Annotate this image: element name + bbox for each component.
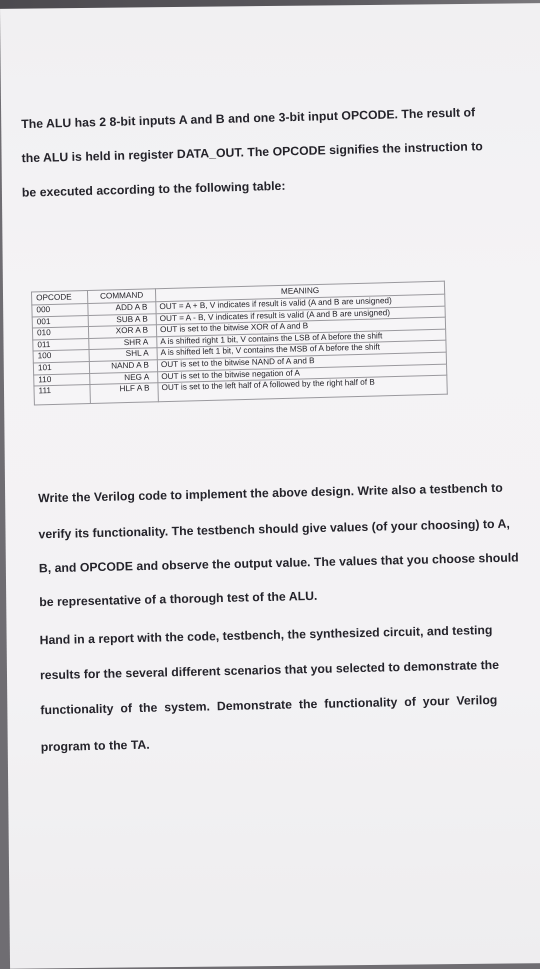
task-line-4: be representative of a thorough test of the ALU. [39, 588, 318, 610]
document-page [0, 3, 540, 969]
cell-meaning: A is shifted right 1 bit, V contains the LSB of A before the shift [157, 329, 446, 348]
cell-meaning: OUT is set to the bitwise negation of A [158, 364, 447, 383]
report-line-4: program to the TA. [40, 737, 150, 755]
cell-meaning: OUT = A - B, V indicates if result is valid (A and B are unsigned) [156, 306, 445, 325]
cell-opcode: 010 [32, 327, 88, 340]
cell-command: NAND A B [89, 360, 157, 373]
cell-command: XOR A B [88, 325, 156, 338]
header-meaning: MEANING [155, 281, 444, 302]
cell-opcode: 100 [33, 350, 89, 363]
paper-sheet [0, 3, 540, 969]
report-line-1: Hand in a report with the code, testbench, the synthesized circuit, and testing [39, 622, 493, 648]
report-line-3: functionality of the system. Demonstrate the functionality of your Verilog [40, 692, 498, 718]
task-line-1: Write the Verilog code to implement the above design. Write also a testbench to [38, 480, 503, 506]
cell-meaning: OUT = A + B, V indicates if result is valid (A and B are unsigned) [156, 294, 445, 313]
opcode-table-container [31, 281, 448, 406]
opcode-table [31, 281, 448, 406]
cell-meaning: A is shifted left 1 bit, V contains the MSB of A before the shift [157, 341, 446, 360]
cell-meaning: OUT is set to the left half of A followed by the right half of B [158, 375, 447, 402]
cell-opcode: 011 [33, 338, 89, 351]
cell-opcode: 110 [34, 373, 90, 386]
task-line-3: B, and OPCODE and observe the output value. The values that you choose should [38, 550, 519, 576]
cell-command: SHR A [89, 337, 157, 350]
cell-meaning: OUT is set to the bitwise XOR of A and B [156, 317, 445, 336]
cell-opcode: 111 [34, 385, 90, 405]
cell-command: SHL A [89, 348, 157, 361]
cell-command: NEG A [90, 371, 158, 384]
cell-opcode: 001 [32, 315, 88, 328]
task-line-2: verify its functionality. The testbench should give values (of your choosing) to A, [38, 516, 510, 542]
cell-meaning: OUT is set to the bitwise NAND of A and B [157, 352, 446, 371]
intro-line-2: the ALU is held in register DATA_OUT. The OPCODE signifies the instruction to [21, 139, 484, 166]
intro-line-1: The ALU has 2 8-bit inputs A and B and one 3-bit input OPCODE. The result of [21, 105, 476, 132]
cell-opcode: 000 [32, 304, 88, 317]
report-line-2: results for the several different scenarios that you selected to demonstrate the [39, 657, 500, 683]
cell-command: SUB A B [88, 313, 156, 326]
header-command: COMMAND [87, 289, 155, 304]
intro-line-3: be executed according to the following table: [21, 178, 286, 200]
cell-command: HLF A B [90, 383, 158, 404]
cell-opcode: 101 [33, 361, 89, 374]
header-opcode: OPCODE [31, 291, 87, 305]
cell-command: ADD A B [88, 302, 156, 315]
